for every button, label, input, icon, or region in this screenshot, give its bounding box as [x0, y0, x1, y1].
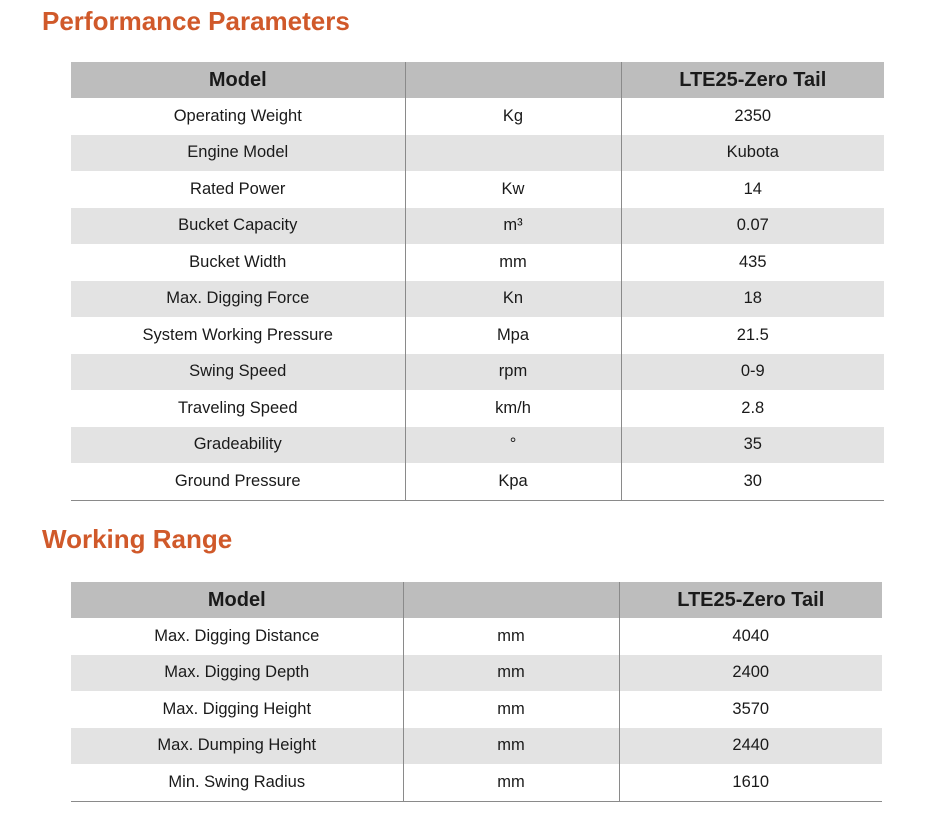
- param-value: 3570: [732, 699, 770, 718]
- param-unit: Kw: [405, 171, 621, 208]
- performance-parameters-title: Performance Parameters: [42, 6, 350, 36]
- table-header-row: [71, 62, 884, 98]
- param-name: Gradeability: [71, 427, 405, 464]
- param-unit: mm: [405, 244, 621, 281]
- param-unit: mm: [403, 655, 619, 692]
- param-unit: °: [405, 427, 621, 464]
- param-unit: Kpa: [405, 463, 621, 500]
- param-unit: mm: [403, 691, 619, 728]
- header-unit: [405, 62, 621, 98]
- table-row: [71, 691, 882, 728]
- param-name: Max. Dumping Height: [71, 728, 403, 765]
- performance-parameters-table: [71, 62, 884, 501]
- table-row: [71, 208, 884, 245]
- param-name: Max. Digging Height: [71, 691, 403, 728]
- param-unit: mm: [403, 728, 619, 765]
- param-name: Ground Pressure: [71, 463, 405, 500]
- table-header-row: [71, 582, 882, 618]
- param-value: 2350: [734, 106, 772, 125]
- table-row: [71, 618, 882, 655]
- param-name: Traveling Speed: [71, 390, 405, 427]
- param-unit: m³: [405, 208, 621, 245]
- param-name: Bucket Width: [71, 244, 405, 281]
- header-model: Model: [71, 582, 403, 618]
- table-row: [71, 655, 882, 692]
- header-model-value: LTE25-Zero Tail: [621, 62, 884, 98]
- param-value: 2440: [619, 728, 882, 765]
- table-row: [71, 317, 884, 354]
- param-value: 0-9: [621, 354, 884, 391]
- param-unit: Kn: [405, 281, 621, 318]
- param-name: Swing Speed: [71, 354, 405, 391]
- param-name: Max. Digging Depth: [71, 655, 403, 692]
- param-unit: mm: [403, 618, 619, 655]
- header-unit: [403, 582, 619, 618]
- table-row: [71, 171, 884, 208]
- header-model: Model: [71, 62, 405, 98]
- working-range-table: [71, 582, 882, 802]
- param-value: 4040: [732, 626, 770, 645]
- param-value: 2.8: [741, 398, 765, 417]
- table-row: [71, 244, 884, 281]
- table-row: [71, 135, 884, 172]
- param-name: Operating Weight: [71, 98, 405, 135]
- param-name: Rated Power: [71, 171, 405, 208]
- param-value: 21.5: [736, 325, 769, 344]
- table-row: [71, 98, 884, 135]
- param-name: System Working Pressure: [71, 317, 405, 354]
- param-unit: rpm: [405, 354, 621, 391]
- table-row: [71, 728, 882, 765]
- param-value: 35: [621, 427, 884, 464]
- param-value: 30: [743, 471, 762, 490]
- param-name: Engine Model: [71, 135, 405, 172]
- table-row: [71, 390, 884, 427]
- param-value: 435: [738, 252, 767, 271]
- header-model-value: LTE25-Zero Tail: [619, 582, 882, 618]
- param-unit: mm: [403, 764, 619, 801]
- table-row: [71, 764, 882, 801]
- param-name: Max. Digging Force: [71, 281, 405, 318]
- param-value: 18: [621, 281, 884, 318]
- table-row: [71, 281, 884, 318]
- param-value: 2400: [619, 655, 882, 692]
- param-unit: Kg: [405, 98, 621, 135]
- param-unit: Mpa: [405, 317, 621, 354]
- table-row: [71, 463, 884, 500]
- param-name: Max. Digging Distance: [71, 618, 403, 655]
- working-range-title: Working Range: [42, 524, 233, 554]
- param-name: Min. Swing Radius: [71, 764, 403, 801]
- table-row: [71, 354, 884, 391]
- param-value: 1610: [732, 772, 770, 791]
- param-value: Kubota: [621, 135, 884, 172]
- param-unit: [405, 135, 621, 172]
- param-name: Bucket Capacity: [71, 208, 405, 245]
- param-value: 0.07: [621, 208, 884, 245]
- table-row: [71, 427, 884, 464]
- param-value: 14: [743, 179, 762, 198]
- param-unit: km/h: [405, 390, 621, 427]
